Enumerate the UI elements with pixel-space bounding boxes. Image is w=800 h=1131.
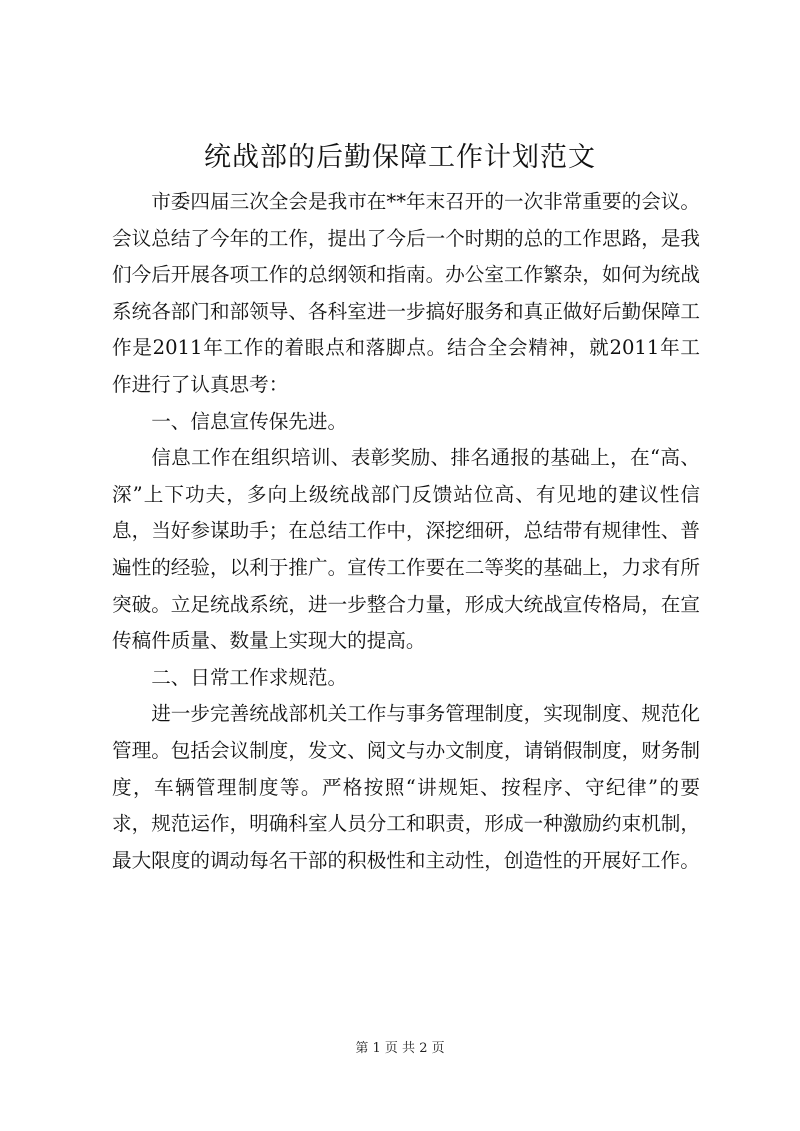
document-title: 统战部的后勤保障工作计划范文 <box>204 142 596 173</box>
section-heading-1: 一、信息宣传保先进。 <box>151 409 348 433</box>
section-heading-2: 二、日常工作求规范。 <box>151 665 348 689</box>
paragraph-daily-work: 进一步完善统战部机关工作与事务管理制度，实现制度、规范化管理。包括会议制度，发文、阅文与办文制度，请销假制度，财务制度，车辆管理制度等。严格按照“讲规矩、按程序、守纪律”的要求，规范运作，明确科室人员分工和职责，形成一种激励约束机制，最大限度的调动每名干部的积极性和主动性，创造性的开展好工作。 <box>112 702 700 872</box>
document-body <box>112 184 700 879</box>
page-number-footer: 第 1 页 共 2 页 <box>355 1041 445 1056</box>
paragraph-info-publicity: 信息工作在组织培训、表彰奖励、排名通报的基础上，在“高、深”上下功夫，多向上级统战部门反馈站位高、有见地的建议性信息，当好参谋助手；在总结工作中，深挖细研，总结带有规律性、普遍性的经验，以利于推广。宣传工作要在二等奖的基础上，力求有所突破。立足统战系统，进一步整合力量，形成大统战宣传格局，在宣传稿件质量、数量上实现大的提高。 <box>112 446 700 653</box>
paragraph-intro: 市委四届三次全会是我市在**年末召开的一次非常重要的会议。会议总结了今年的工作，提出了今后一个时期的总的工作思路，是我们今后开展各项工作的总纲领和指南。办公室工作繁杂，如何为统战系统各部门和部领导、各科室进一步搞好服务和真正做好后勤保障工作是2011年工作的着眼点和落脚点。结合全会精神，就2011年工作进行了认真思考： <box>112 190 700 396</box>
